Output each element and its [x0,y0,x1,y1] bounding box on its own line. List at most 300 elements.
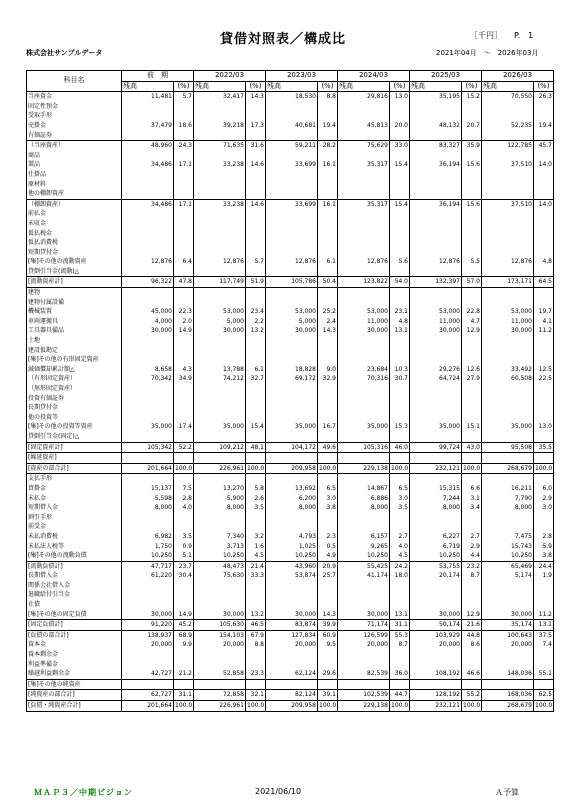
pct-cell: 15.6 [462,199,482,209]
amount-cell: 53,000 [194,307,246,317]
pct-cell: 16.1 [318,199,338,209]
amount-cell: 6,886 [338,494,390,504]
amount-cell [410,355,462,365]
table-row [27,422,554,432]
pct-cell: 29.6 [318,669,338,679]
pct-cell [174,403,194,413]
pct-cell: 1.6 [246,542,266,552]
amount-cell: 226,961 [194,463,246,474]
amount-cell [338,102,390,112]
pct-cell: 3.8 [534,551,554,561]
pct-cell [246,111,266,121]
pct-cell: 16.1 [318,160,338,170]
amount-cell: 18,530 [266,92,318,102]
pct-cell: 2.9 [462,542,482,552]
row-label: 車両運搬具 [27,317,122,327]
amount-cell [410,131,462,141]
pct-cell [246,267,266,277]
pct-cell [462,298,482,308]
pct-cell: 13.2 [246,610,266,620]
pct-cell: 14.3 [318,326,338,336]
pct-cell: 9.0 [318,365,338,375]
pct-cell [174,209,194,219]
amount-cell: 5,000 [266,317,318,327]
amount-cell [338,413,390,423]
amount-cell [482,151,534,161]
amount-cell [338,522,390,532]
pct-cell: 21.2 [174,669,194,679]
pct-cell [174,474,194,484]
pct-cell: 5.9 [534,542,554,552]
amount-cell: 117,749 [194,277,246,288]
row-label: [負債・純資産合計] [27,701,122,712]
row-label: [集]その他の流動負債 [27,551,122,561]
amount-cell: 82,539 [338,669,390,679]
pct-cell [462,474,482,484]
pct-cell [462,248,482,258]
pct-cell [390,229,410,239]
pct-cell [174,298,194,308]
amount-cell [482,131,534,141]
amount-cell: 43,960 [266,561,318,571]
pct-cell [390,180,410,190]
amount-cell [266,288,318,298]
amount-cell: 35,000 [482,422,534,432]
amount-cell: 108,192 [410,669,462,679]
pct-cell [390,522,410,532]
amount-cell: 35,000 [338,422,390,432]
pct-cell [246,131,266,141]
pct-cell: 23.1 [390,307,410,317]
amount-cell: 11,481 [122,92,174,102]
amount-cell: 36,194 [410,160,462,170]
pct-cell: 12.9 [462,610,482,620]
pct-cell: 13.0 [390,92,410,102]
amount-cell: 20,174 [410,571,462,581]
table-row [27,288,554,298]
pct-cell: 23.3 [246,669,266,679]
amount-cell [410,170,462,180]
pct-cell [462,238,482,248]
amount-cell: 60,508 [482,374,534,384]
pct-cell: 2.6 [246,494,266,504]
table-row [27,267,554,277]
amount-cell [482,111,534,121]
table-row [27,542,554,552]
amount-cell: 48,473 [194,561,246,571]
pct-cell [534,660,554,670]
amount-cell: 34,486 [122,199,174,209]
amount-cell [122,248,174,258]
row-label: （棚卸資産） [27,199,122,209]
table-row [27,522,554,532]
pct-cell: 14.9 [174,326,194,336]
amount-cell: 40,681 [266,121,318,131]
pct-cell: 23.2 [462,561,482,571]
pct-cell [462,384,482,394]
row-label: 当座資金 [27,92,122,102]
row-label: 割引手形 [27,513,122,523]
pct-cell: 2.7 [462,532,482,542]
pct-cell [246,403,266,413]
pct-cell: 100.0 [462,701,482,712]
table-row [27,600,554,610]
row-label: [固定資産計] [27,442,122,453]
amount-cell [194,650,246,660]
pct-cell: 35.9 [462,141,482,151]
amount-cell: 65,469 [482,561,534,571]
pct-cell [390,413,410,423]
pct-cell: 15.4 [246,422,266,432]
amount-cell [122,288,174,298]
row-label: [負債の部合計] [27,630,122,640]
pct-cell [534,267,554,277]
amount-cell [482,513,534,523]
pct-cell: 8.6 [462,640,482,650]
pct-cell: 2.8 [174,494,194,504]
amount-cell [410,413,462,423]
pct-cell [318,298,338,308]
amount-cell [338,229,390,239]
pct-cell: 21.6 [462,620,482,631]
amount-cell [338,238,390,248]
amount-cell [122,403,174,413]
pct-cell [174,248,194,258]
table-row [27,474,554,484]
amount-cell: 39,218 [194,121,246,131]
amount-cell: 103,929 [410,630,462,640]
amount-cell [410,102,462,112]
pct-cell [246,413,266,423]
amount-cell: 30,000 [266,326,318,336]
pct-cell: 3.2 [246,532,266,542]
pct-cell: 23.4 [246,307,266,317]
amount-cell [266,131,318,141]
amount-cell: 4,793 [266,532,318,542]
pct-cell [462,336,482,346]
amount-cell [266,394,318,404]
pct-cell [246,453,266,464]
amount-cell [194,346,246,356]
amount-cell [194,581,246,591]
amount-cell [482,660,534,670]
table-row [27,513,554,523]
pct-cell: 13.2 [246,326,266,336]
table-row [27,620,554,631]
amount-cell [194,170,246,180]
pct-cell [246,600,266,610]
row-label: 長期貸付金 [27,403,122,413]
amount-cell [338,180,390,190]
table-row [27,442,554,453]
amount-cell: 8,658 [122,365,174,375]
amount-cell [266,229,318,239]
pct-cell [174,229,194,239]
pct-cell: 6.1 [246,365,266,375]
pct-cell: 14.6 [246,160,266,170]
amount-cell [122,355,174,365]
amount-cell: 20,000 [482,640,534,650]
amount-cell [122,111,174,121]
amount-cell [194,679,246,690]
pct-cell: 100.0 [462,463,482,474]
report-period: 2021年04月 ～ 2026年03月 [436,49,539,57]
pct-cell: 15.3 [390,422,410,432]
row-label: 減価償却累計額△ [27,365,122,375]
period-header: 前 期 [122,71,194,82]
row-label: [集]その他の投資等資産 [27,422,122,432]
pct-subheader: (%) [534,81,554,92]
pct-cell [534,111,554,121]
table-row [27,277,554,288]
amount-cell: 64,724 [410,374,462,384]
pct-cell [534,413,554,423]
table-row [27,326,554,336]
pct-cell [534,346,554,356]
amount-cell [266,346,318,356]
pct-cell [462,600,482,610]
row-label: 前払金 [27,209,122,219]
amount-cell [266,102,318,112]
amount-cell [482,679,534,690]
amount-cell: 10,250 [338,551,390,561]
amount-cell: 59,211 [266,141,318,151]
pct-cell: 54.0 [390,277,410,288]
table-row [27,484,554,494]
pct-cell: 31.1 [390,620,410,631]
amount-cell: 12,876 [482,257,534,267]
amount-cell [410,474,462,484]
amount-cell [266,336,318,346]
item-header: 科目名 [27,71,122,92]
amount-cell: 70,342 [122,374,174,384]
pct-cell [534,170,554,180]
amount-cell: 4,000 [122,317,174,327]
table-row [27,317,554,327]
amount-cell [410,513,462,523]
pct-cell [462,219,482,229]
amount-cell: 20,000 [122,640,174,650]
pct-cell [174,650,194,660]
amount-cell: 5,900 [194,494,246,504]
pct-cell: 11.2 [534,326,554,336]
table-row [27,630,554,640]
pct-cell: 100.0 [174,463,194,474]
pct-cell: 46.0 [390,442,410,453]
amount-cell [410,336,462,346]
amount-cell [410,238,462,248]
pct-cell [462,151,482,161]
amount-cell: 268,679 [482,463,534,474]
amount-cell [266,384,318,394]
row-label: （有形固定資産） [27,374,122,384]
amount-cell: 35,174 [482,620,534,631]
pct-cell: 3.5 [246,503,266,513]
row-label: 有価証券 [27,131,122,141]
amount-cell: 1,025 [266,542,318,552]
pct-cell: 5.7 [246,257,266,267]
amount-cell [122,102,174,112]
amount-cell [338,453,390,464]
amount-cell: 53,874 [266,571,318,581]
pct-cell [462,453,482,464]
amount-cell [122,219,174,229]
pct-cell: 32.1 [246,690,266,701]
pct-cell [174,288,194,298]
pct-cell [390,219,410,229]
table-row [27,336,554,346]
table-row [27,238,554,248]
row-label: 機械装置 [27,307,122,317]
pct-cell [534,453,554,464]
amount-cell: 6,157 [338,532,390,542]
pct-cell: 4.0 [174,503,194,513]
pct-cell [246,346,266,356]
pct-cell [462,267,482,277]
pct-cell [390,267,410,277]
pct-cell: 3.5 [390,503,410,513]
amount-cell [194,151,246,161]
amount-cell [482,650,534,660]
table-row [27,640,554,650]
amount-cell: 8,000 [194,503,246,513]
pct-cell: 2.0 [174,317,194,327]
pct-cell [534,581,554,591]
amount-cell [266,219,318,229]
pct-cell [390,288,410,298]
period-header: 2024/03 [338,71,410,82]
amount-cell: 13,788 [194,365,246,375]
row-label: 貸倒引当金(固定)△ [27,432,122,442]
pct-cell: 10.3 [390,365,410,375]
period-header: 2026/03 [482,71,554,82]
amount-cell [338,346,390,356]
amount-cell [482,248,534,258]
pct-cell [534,522,554,532]
amount-cell: 20,000 [338,640,390,650]
row-label: 他の投資等 [27,413,122,423]
pct-cell [462,403,482,413]
table-row [27,571,554,581]
row-label: 仕掛品 [27,170,122,180]
amount-cell [194,131,246,141]
pct-cell [174,600,194,610]
table-row [27,551,554,561]
table-row [27,690,554,701]
pct-cell [246,394,266,404]
table-row [27,151,554,161]
table-row [27,679,554,690]
amount-cell [410,581,462,591]
amount-cell: 30,000 [482,610,534,620]
table-row [27,669,554,679]
amount-cell [482,522,534,532]
pct-cell [534,238,554,248]
pct-cell [390,151,410,161]
pct-cell [318,432,338,442]
amount-cell: 11,000 [410,317,462,327]
amount-cell: 5,174 [482,571,534,581]
row-label: 関係会社借入金 [27,581,122,591]
amount-cell: 83,327 [410,141,462,151]
amount-cell: 100,643 [482,630,534,640]
pct-cell [534,288,554,298]
amount-cell: 35,317 [338,199,390,209]
pct-cell: 6.5 [318,484,338,494]
pct-cell: 49.6 [318,442,338,453]
amount-cell: 53,000 [410,307,462,317]
pct-cell: 2.3 [318,532,338,542]
period-header: 2022/03 [194,71,266,82]
row-label: 建設仮勘定 [27,346,122,356]
amount-cell [194,209,246,219]
amount-cell [122,267,174,277]
pct-cell [390,600,410,610]
amount-cell: 55,425 [338,561,390,571]
pct-cell [462,111,482,121]
amount-cell [194,600,246,610]
amount-cell [410,679,462,690]
pct-cell [174,679,194,690]
pct-cell: 31.1 [174,690,194,701]
table-row [27,180,554,190]
pct-cell [246,355,266,365]
amount-cell: 105,316 [338,442,390,453]
amount-cell [122,522,174,532]
amount-cell [122,413,174,423]
amount-cell: 132,397 [410,277,462,288]
pct-cell: 2.2 [246,317,266,327]
pct-cell [174,346,194,356]
pct-cell [534,298,554,308]
pct-cell: 100.0 [318,463,338,474]
pct-cell [318,170,338,180]
pct-cell [174,660,194,670]
pct-cell: 45.7 [534,141,554,151]
pct-cell [534,432,554,442]
amount-cell [410,151,462,161]
amount-cell [194,288,246,298]
pct-cell [390,131,410,141]
amount-cell [482,238,534,248]
pct-cell [462,650,482,660]
pct-cell [246,474,266,484]
pct-cell [462,102,482,112]
amount-cell [338,336,390,346]
amount-cell: 53,000 [338,307,390,317]
pct-cell: 6.0 [534,484,554,494]
amount-cell [122,131,174,141]
amount-cell [482,229,534,239]
amount-cell [338,513,390,523]
amount-cell [482,600,534,610]
pct-cell [318,336,338,346]
table-row [27,453,554,464]
row-label: 買掛金 [27,484,122,494]
amount-cell: 105,786 [266,277,318,288]
amount-cell [482,403,534,413]
amount-cell [338,189,390,199]
pct-cell [462,660,482,670]
pct-cell: 3.1 [462,494,482,504]
pct-cell [174,131,194,141]
pct-cell [246,513,266,523]
pct-cell [174,432,194,442]
amount-cell [338,111,390,121]
pct-cell: 55.1 [534,669,554,679]
amount-cell [266,209,318,219]
pct-cell [390,581,410,591]
